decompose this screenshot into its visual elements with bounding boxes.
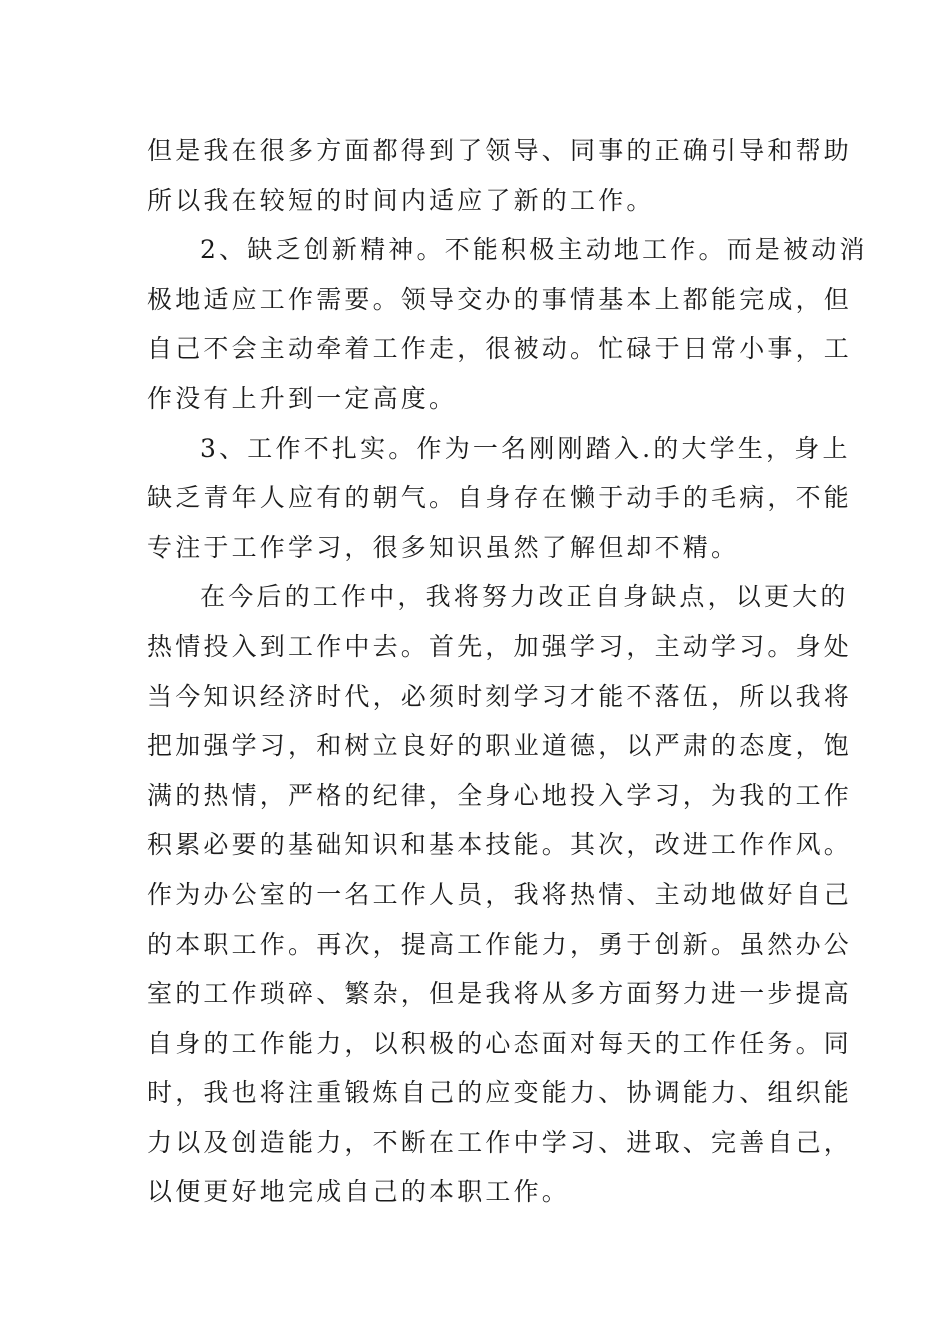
- paragraph-start-line: 2、缺乏创新精神。不能积极主动地工作。而是被动消: [200, 235, 868, 265]
- text-line: 作没有上升到一定高度。: [147, 383, 458, 413]
- text-line: 把加强学习，和树立良好的职业道德，以严肃的态度，饱: [147, 731, 853, 761]
- text-line: 作为办公室的一名工作人员，我将热情、主动地做好自己: [147, 879, 853, 909]
- text-line: 但是我在很多方面都得到了领导、同事的正确引导和帮助: [147, 136, 853, 165]
- text-line: 所以我在较短的时间内适应了新的工作。: [147, 185, 655, 215]
- text-line: 积累必要的基础知识和基本技能。其次，改进工作作风。: [147, 830, 853, 860]
- text-line: 自己不会主动牵着工作走，很被动。忙碌于日常小事，工: [147, 334, 853, 364]
- text-line: 当今知识经济时代，必须时刻学习才能不落伍，所以我将: [147, 681, 853, 711]
- text-line: 以便更好地完成自己的本职工作。: [147, 1177, 571, 1207]
- text-line: 时，我也将注重锻炼自己的应变能力、协调能力、组织能: [147, 1078, 853, 1108]
- paragraph-start-line: 3、工作不扎实。作为一名刚刚踏入.的大学生，身上: [200, 433, 851, 463]
- text-line: 缺乏青年人应有的朝气。自身存在懒于动手的毛病，不能: [147, 483, 853, 513]
- text-line: 满的热情，严格的纪律，全身心地投入学习，为我的工作: [147, 780, 853, 810]
- text-line: 自身的工作能力，以积极的心态面对每天的工作任务。同: [147, 1028, 853, 1058]
- text-line: 力以及创造能力，不断在工作中学习、进取、完善自己，: [147, 1127, 853, 1157]
- paragraph-start-line: 在今后的工作中，我将努力改正自身缺点，以更大的: [200, 582, 849, 612]
- text-line: 室的工作琐碎、繁杂，但是我将从多方面努力进一步提高: [147, 979, 853, 1009]
- text-line: 的本职工作。再次，提高工作能力，勇于创新。虽然办公: [147, 929, 853, 959]
- text-line: 极地适应工作需要。领导交办的事情基本上都能完成，但: [147, 284, 853, 314]
- text-line: 专注于工作学习，很多知识虽然了解但却不精。: [147, 532, 740, 562]
- document-body: [147, 126, 868, 1217]
- text-line: 热情投入到工作中去。首先，加强学习，主动学习。身处: [147, 631, 853, 661]
